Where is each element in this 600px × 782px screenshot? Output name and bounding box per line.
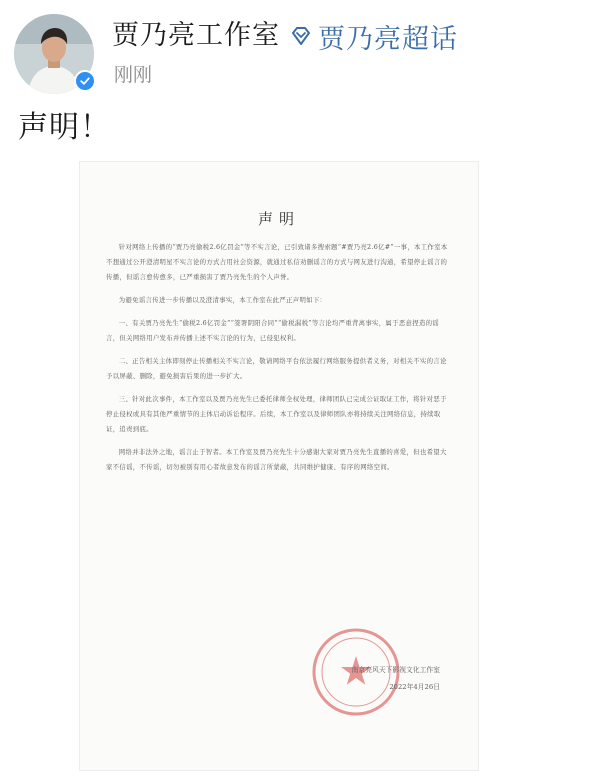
statement-document-image[interactable]	[80, 162, 478, 770]
document-paragraph: 三、针对此次事件，本工作室以及贾乃亮先生已委托律师全权处理，律师团队已完成公证取证工作，将针对恶于停止侵权或具有其他严重情节的主体启动诉讼程序。后续，本工作室以及律师团队亦将持续关注网络信息，持续取证，追责到底。	[106, 395, 447, 433]
document-paragraph: 为避免谣言传进一步传播以及澄清事实，本工作室在此严正声明如下：	[118, 295, 327, 304]
diamond-icon	[288, 23, 314, 49]
post-text: 声明！	[18, 110, 111, 145]
document-paragraph: 二、正告相关主体即刻停止传播相关不实言论，敬请网络平台依法履行网络服务提供者义务，对相关不实的言论予以屏蔽、删除，避免损害后果的进一步扩大。	[106, 357, 447, 381]
document-paragraph: 一、有关贾乃亮先生“偷税2.6亿罚金”“签署阴阳合同”“偷税漏税”等言论均严重背离事实，属于恶意捏造的谣言，但关网络用户发布并传播上述不实言论的行为，已侵犯权利。	[106, 319, 439, 342]
document-title: 声明	[257, 210, 300, 228]
document-signature-block	[352, 662, 440, 696]
post-time: 刚刚	[114, 64, 153, 86]
verified-badge-icon	[74, 70, 96, 92]
document-body	[106, 240, 452, 483]
document-signature: 南京亮风天下影视文化工作室	[351, 666, 440, 674]
document-paragraph: 网络并非法外之地，谣言止于智者。本工作室及贾乃亮先生十分感谢大家对贾乃亮先生直播的喜爱，但也希望大家不信谣，不传谣，切勿被别有用心者故意发布的谣言所蒙蔽，共同维护健康、有序的网络空间。	[106, 448, 447, 472]
post-header	[0, 0, 600, 100]
super-topic-label: 贾乃亮超话	[318, 23, 458, 55]
document-paragraph: 针对网络上传播的“贾乃亮偷税2.6亿罚金”等不实言论，已引致诸多搜索题“#贾乃亮2.6亿#”一事，本工作室本不想通过公开澄清明星不实言论的方式占用社会资源，就通过私信劝删谣言的方式与网友进行沟通，希望停止谣言的传播，但谣言愈传愈多，已严重损害了贾乃亮先生的个人声誉。	[106, 243, 448, 281]
super-topic-link[interactable]	[288, 18, 458, 54]
author-name[interactable]: 贾乃亮工作室	[112, 20, 280, 51]
document-date: 2022年4月26日	[389, 683, 440, 691]
